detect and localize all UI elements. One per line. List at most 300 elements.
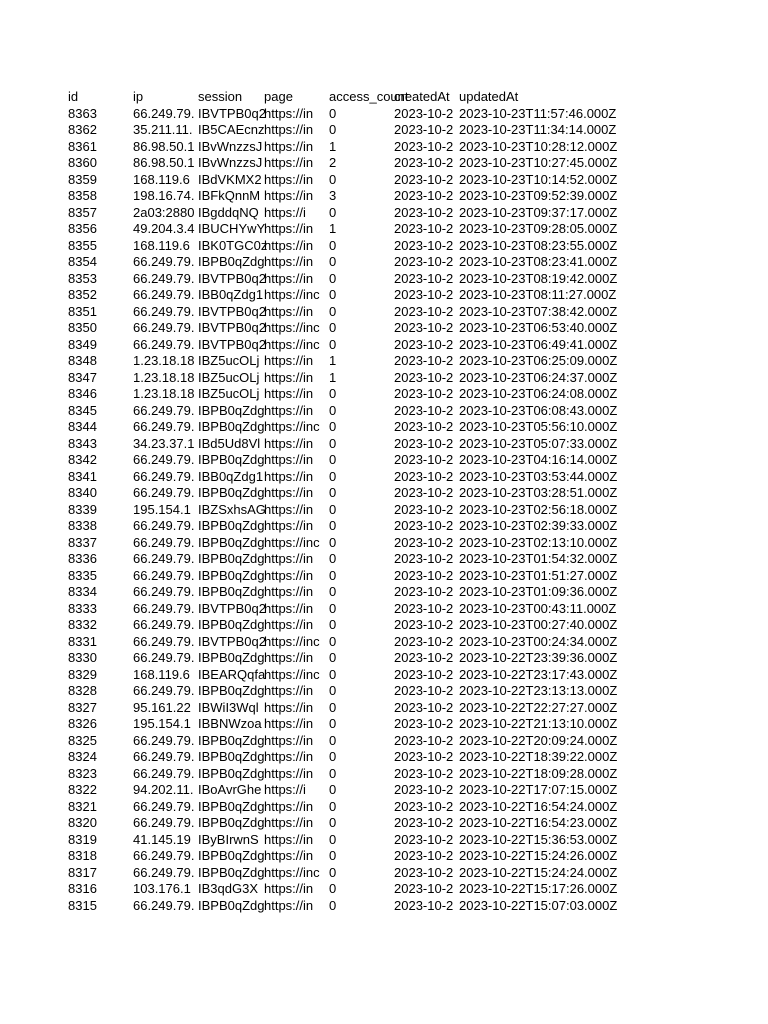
- cell-ip: 66.249.79.: [133, 897, 195, 913]
- column-header-updated-at: updatedAt: [459, 89, 519, 104]
- cell-page: https://in: [264, 749, 314, 764]
- cell-created-at: 2023-10-2: [394, 204, 454, 220]
- cell-id: 8339: [68, 501, 97, 517]
- cell-session: IBVTPB0q2: [198, 320, 266, 335]
- table-row: [0, 700, 768, 717]
- table-row: [0, 683, 768, 700]
- cell-created-at: 2023-10-2: [394, 518, 454, 533]
- cell-created-at: 2023-10-2: [394, 534, 454, 550]
- cell-id: 8359: [68, 171, 97, 187]
- cell-created-at: 2023-10-2: [394, 270, 454, 286]
- table-row: [0, 749, 768, 766]
- cell-id: 8352: [68, 287, 97, 302]
- cell-access-count: 0: [329, 501, 337, 517]
- cell-session: IBEARQqfa: [198, 666, 266, 682]
- cell-id: 8336: [68, 551, 97, 566]
- cell-session: IBPB0qZdg: [198, 402, 265, 418]
- table-row: [0, 535, 768, 552]
- cell-session: IBVTPB0q2: [198, 270, 266, 286]
- cell-created-at: 2023-10-2: [394, 435, 454, 451]
- cell-access-count: 1: [329, 138, 337, 154]
- cell-id: 8328: [68, 683, 97, 698]
- cell-session: IBZ5ucOLj: [198, 386, 260, 401]
- cell-created-at: 2023-10-2: [394, 881, 454, 896]
- cell-id: 8320: [68, 815, 97, 830]
- column-header-session: session: [198, 89, 243, 104]
- header-row: [0, 89, 768, 106]
- cell-created-at: 2023-10-2: [394, 897, 454, 913]
- cell-session: IBBNWzoa: [198, 716, 262, 731]
- cell-ip: 66.249.79.: [133, 402, 195, 418]
- table-row: [0, 337, 768, 354]
- cell-updated-at: 2023-10-23T10:27:45.000Z: [459, 155, 618, 170]
- cell-access-count: 0: [329, 485, 337, 500]
- cell-page: https://in: [264, 501, 314, 517]
- table-row: [0, 155, 768, 172]
- table-row: [0, 502, 768, 519]
- table-row: [0, 287, 768, 304]
- cell-ip: 1.23.18.18: [133, 369, 195, 385]
- cell-ip: 66.249.79.: [133, 815, 195, 830]
- cell-updated-at: 2023-10-23T07:38:42.000Z: [459, 303, 618, 319]
- cell-access-count: 3: [329, 188, 337, 203]
- cell-page: https://in: [264, 122, 314, 137]
- table-row: [0, 304, 768, 321]
- cell-ip: 66.249.79.: [133, 567, 195, 583]
- cell-ip: 66.249.79.: [133, 485, 195, 500]
- cell-page: https://in: [264, 897, 314, 913]
- table-row: [0, 848, 768, 865]
- cell-created-at: 2023-10-2: [394, 155, 454, 170]
- cell-page: https://in: [264, 105, 314, 121]
- cell-id: 8337: [68, 534, 97, 550]
- cell-session: IBPB0qZdg: [198, 798, 265, 814]
- cell-created-at: 2023-10-2: [394, 782, 454, 797]
- cell-created-at: 2023-10-2: [394, 683, 454, 698]
- cell-ip: 168.119.6: [133, 237, 190, 253]
- cell-ip: 66.249.79.: [133, 551, 195, 566]
- cell-updated-at: 2023-10-23T09:37:17.000Z: [459, 204, 618, 220]
- cell-ip: 66.249.79.: [133, 584, 195, 599]
- table-row: [0, 122, 768, 139]
- cell-ip: 66.249.79.: [133, 105, 195, 121]
- cell-page: https://in: [264, 221, 314, 236]
- cell-created-at: 2023-10-2: [394, 567, 454, 583]
- cell-access-count: 0: [329, 419, 337, 434]
- cell-session: IBPB0qZdg: [198, 617, 265, 632]
- cell-created-at: 2023-10-2: [394, 650, 454, 665]
- cell-page: https://in: [264, 237, 314, 253]
- table-row: [0, 188, 768, 205]
- cell-created-at: 2023-10-2: [394, 320, 454, 335]
- cell-created-at: 2023-10-2: [394, 716, 454, 731]
- cell-session: IBPB0qZdg: [198, 650, 265, 665]
- cell-session: IBPB0qZdg: [198, 567, 265, 583]
- cell-session: IBgddqNQ: [198, 204, 259, 220]
- cell-session: IBZ5ucOLj: [198, 353, 260, 368]
- cell-page: https://i: [264, 204, 306, 220]
- cell-updated-at: 2023-10-23T09:28:05.000Z: [459, 221, 618, 236]
- cell-updated-at: 2023-10-22T15:36:53.000Z: [459, 831, 618, 847]
- table-row: [0, 766, 768, 783]
- cell-session: IBZ5ucOLj: [198, 369, 260, 385]
- cell-page: https://in: [264, 765, 314, 781]
- cell-access-count: 0: [329, 336, 337, 352]
- cell-page: https://in: [264, 171, 314, 187]
- cell-id: 8324: [68, 749, 97, 764]
- cell-session: IBPB0qZdg: [198, 897, 265, 913]
- cell-updated-at: 2023-10-23T01:51:27.000Z: [459, 567, 618, 583]
- table-row: [0, 370, 768, 387]
- table-row: [0, 733, 768, 750]
- cell-created-at: 2023-10-2: [394, 864, 454, 880]
- cell-id: 8345: [68, 402, 97, 418]
- cell-updated-at: 2023-10-23T06:08:43.000Z: [459, 402, 618, 418]
- cell-created-at: 2023-10-2: [394, 303, 454, 319]
- cell-updated-at: 2023-10-22T18:09:28.000Z: [459, 765, 618, 781]
- cell-access-count: 0: [329, 270, 337, 286]
- cell-ip: 66.249.79.: [133, 303, 195, 319]
- cell-created-at: 2023-10-2: [394, 468, 454, 484]
- cell-id: 8350: [68, 320, 97, 335]
- cell-access-count: 0: [329, 204, 337, 220]
- cell-session: IBPB0qZdg: [198, 551, 265, 566]
- cell-ip: 49.204.3.4: [133, 221, 195, 236]
- cell-access-count: 0: [329, 732, 337, 748]
- cell-id: 8325: [68, 732, 97, 748]
- table-row: [0, 254, 768, 271]
- cell-session: IBPB0qZdg: [198, 848, 265, 863]
- cell-access-count: 0: [329, 287, 337, 302]
- cell-created-at: 2023-10-2: [394, 336, 454, 352]
- cell-updated-at: 2023-10-23T03:28:51.000Z: [459, 485, 618, 500]
- cell-access-count: 0: [329, 254, 337, 269]
- table-row: [0, 799, 768, 816]
- cell-id: 8327: [68, 699, 97, 715]
- cell-updated-at: 2023-10-23T08:23:41.000Z: [459, 254, 618, 269]
- cell-created-at: 2023-10-2: [394, 831, 454, 847]
- cell-created-at: 2023-10-2: [394, 105, 454, 121]
- cell-page: https://in: [264, 402, 314, 418]
- table-row: [0, 617, 768, 634]
- cell-updated-at: 2023-10-23T02:56:18.000Z: [459, 501, 618, 517]
- cell-ip: 195.154.1: [133, 716, 191, 731]
- cell-ip: 195.154.1: [133, 501, 191, 517]
- cell-session: IBB0qZdg1: [198, 468, 264, 484]
- cell-updated-at: 2023-10-23T00:43:11.000Z: [459, 600, 617, 616]
- cell-id: 8321: [68, 798, 97, 814]
- cell-ip: 34.23.37.1: [133, 435, 195, 451]
- cell-access-count: 1: [329, 221, 337, 236]
- cell-updated-at: 2023-10-23T06:24:37.000Z: [459, 369, 618, 385]
- table-row: [0, 485, 768, 502]
- table-row: [0, 469, 768, 486]
- cell-page: https://in: [264, 584, 314, 599]
- cell-id: 8351: [68, 303, 97, 319]
- cell-page: https://in: [264, 303, 314, 319]
- cell-page: https://in: [264, 831, 314, 847]
- cell-created-at: 2023-10-2: [394, 848, 454, 863]
- cell-session: IBZSxhsAG: [198, 501, 266, 517]
- cell-page: https://in: [264, 600, 314, 616]
- cell-access-count: 0: [329, 848, 337, 863]
- cell-page: https://in: [264, 452, 314, 467]
- cell-access-count: 0: [329, 782, 337, 797]
- cell-session: IBPB0qZdg: [198, 584, 265, 599]
- cell-id: 8348: [68, 353, 97, 368]
- cell-updated-at: 2023-10-23T02:39:33.000Z: [459, 518, 618, 533]
- cell-created-at: 2023-10-2: [394, 402, 454, 418]
- cell-page: https://in: [264, 138, 314, 154]
- table-row: [0, 518, 768, 535]
- cell-id: 8329: [68, 666, 97, 682]
- cell-session: IByBIrwnS: [198, 831, 259, 847]
- cell-session: IBvWnzzsJ: [198, 155, 263, 170]
- table-row: [0, 881, 768, 898]
- cell-access-count: 0: [329, 749, 337, 764]
- table-row: [0, 403, 768, 420]
- cell-session: IBB0qZdg1: [198, 287, 264, 302]
- cell-access-count: 0: [329, 600, 337, 616]
- cell-access-count: 0: [329, 683, 337, 698]
- cell-created-at: 2023-10-2: [394, 171, 454, 187]
- cell-updated-at: 2023-10-23T01:09:36.000Z: [459, 584, 618, 599]
- cell-page: https://in: [264, 435, 314, 451]
- cell-created-at: 2023-10-2: [394, 138, 454, 154]
- cell-ip: 86.98.50.1: [133, 155, 195, 170]
- cell-session: IBPB0qZdg: [198, 683, 265, 698]
- cell-access-count: 0: [329, 320, 337, 335]
- cell-updated-at: 2023-10-22T15:17:26.000Z: [459, 881, 618, 896]
- cell-id: 8363: [68, 105, 97, 121]
- cell-ip: 168.119.6: [133, 171, 190, 187]
- cell-ip: 66.249.79.: [133, 683, 195, 698]
- cell-id: 8319: [68, 831, 97, 847]
- table-row: [0, 551, 768, 568]
- cell-ip: 66.249.79.: [133, 270, 195, 286]
- cell-ip: 66.249.79.: [133, 320, 195, 335]
- cell-created-at: 2023-10-2: [394, 749, 454, 764]
- cell-ip: 1.23.18.18: [133, 353, 195, 368]
- cell-access-count: 0: [329, 584, 337, 599]
- cell-updated-at: 2023-10-22T22:27:27.000Z: [459, 699, 618, 715]
- cell-created-at: 2023-10-2: [394, 666, 454, 682]
- cell-access-count: 1: [329, 353, 337, 368]
- table-row: [0, 386, 768, 403]
- cell-id: 8340: [68, 485, 97, 500]
- table-row: [0, 716, 768, 733]
- cell-session: IBd5Ud8Vl: [198, 435, 261, 451]
- cell-id: 8335: [68, 567, 97, 583]
- cell-created-at: 2023-10-2: [394, 287, 454, 302]
- cell-id: 8346: [68, 386, 97, 401]
- cell-access-count: 0: [329, 815, 337, 830]
- cell-id: 8361: [68, 138, 97, 154]
- cell-updated-at: 2023-10-22T23:17:43.000Z: [459, 666, 618, 682]
- cell-created-at: 2023-10-2: [394, 386, 454, 401]
- cell-session: IBUCHYwY: [198, 221, 266, 236]
- cell-id: 8334: [68, 584, 97, 599]
- cell-access-count: 0: [329, 567, 337, 583]
- cell-updated-at: 2023-10-23T05:56:10.000Z: [459, 419, 618, 434]
- table-row: [0, 782, 768, 799]
- cell-id: 8354: [68, 254, 97, 269]
- cell-created-at: 2023-10-2: [394, 221, 454, 236]
- cell-updated-at: 2023-10-23T06:53:40.000Z: [459, 320, 618, 335]
- cell-page: https://i: [264, 782, 306, 797]
- cell-created-at: 2023-10-2: [394, 237, 454, 253]
- cell-updated-at: 2023-10-23T11:34:14.000Z: [459, 122, 617, 137]
- cell-id: 8360: [68, 155, 97, 170]
- cell-page: https://inc: [264, 287, 320, 302]
- cell-page: https://inc: [264, 419, 320, 434]
- cell-page: https://in: [264, 353, 314, 368]
- cell-updated-at: 2023-10-23T08:23:55.000Z: [459, 237, 618, 253]
- cell-created-at: 2023-10-2: [394, 254, 454, 269]
- table-row: [0, 320, 768, 337]
- table-row: [0, 353, 768, 370]
- cell-ip: 66.249.79.: [133, 468, 195, 484]
- cell-access-count: 0: [329, 897, 337, 913]
- cell-access-count: 1: [329, 369, 337, 385]
- cell-created-at: 2023-10-2: [394, 699, 454, 715]
- cell-ip: 66.249.79.: [133, 617, 195, 632]
- cell-created-at: 2023-10-2: [394, 815, 454, 830]
- cell-created-at: 2023-10-2: [394, 732, 454, 748]
- cell-id: 8316: [68, 881, 97, 896]
- cell-access-count: 0: [329, 881, 337, 896]
- cell-access-count: 2: [329, 155, 337, 170]
- cell-created-at: 2023-10-2: [394, 501, 454, 517]
- cell-access-count: 0: [329, 105, 337, 121]
- cell-created-at: 2023-10-2: [394, 765, 454, 781]
- cell-updated-at: 2023-10-23T10:28:12.000Z: [459, 138, 618, 154]
- cell-id: 8322: [68, 782, 97, 797]
- table-body: [0, 106, 768, 915]
- cell-ip: 66.249.79.: [133, 534, 195, 550]
- cell-session: IBoAvrGhe: [198, 782, 262, 797]
- cell-id: 8356: [68, 221, 97, 236]
- cell-updated-at: 2023-10-23T06:24:08.000Z: [459, 386, 618, 401]
- cell-updated-at: 2023-10-22T15:24:26.000Z: [459, 848, 618, 863]
- cell-ip: 1.23.18.18: [133, 386, 195, 401]
- cell-updated-at: 2023-10-23T10:14:52.000Z: [459, 171, 618, 187]
- cell-id: 8318: [68, 848, 97, 863]
- cell-updated-at: 2023-10-23T00:24:34.000Z: [459, 633, 618, 649]
- cell-created-at: 2023-10-2: [394, 419, 454, 434]
- cell-created-at: 2023-10-2: [394, 633, 454, 649]
- cell-ip: 103.176.1: [133, 881, 191, 896]
- cell-session: IBPB0qZdg: [198, 815, 265, 830]
- column-header-ip: ip: [133, 89, 144, 104]
- cell-updated-at: 2023-10-23T11:57:46.000Z: [459, 105, 617, 121]
- cell-id: 8357: [68, 204, 97, 220]
- cell-page: https://in: [264, 468, 314, 484]
- cell-page: https://inc: [264, 864, 320, 880]
- cell-id: 8355: [68, 237, 97, 253]
- cell-ip: 66.249.79.: [133, 633, 195, 649]
- cell-page: https://inc: [264, 320, 320, 335]
- cell-access-count: 0: [329, 617, 337, 632]
- table-row: [0, 452, 768, 469]
- cell-access-count: 0: [329, 798, 337, 814]
- cell-page: https://in: [264, 815, 314, 830]
- cell-page: https://in: [264, 551, 314, 566]
- table-row: [0, 271, 768, 288]
- cell-ip: 66.249.79.: [133, 336, 195, 352]
- table-row: [0, 601, 768, 618]
- cell-created-at: 2023-10-2: [394, 551, 454, 566]
- cell-ip: 86.98.50.1: [133, 138, 195, 154]
- cell-session: IBFkQnnM: [198, 188, 261, 203]
- cell-id: 8358: [68, 188, 97, 203]
- cell-access-count: 0: [329, 534, 337, 550]
- cell-updated-at: 2023-10-22T16:54:24.000Z: [459, 798, 618, 814]
- cell-id: 8342: [68, 452, 97, 467]
- cell-created-at: 2023-10-2: [394, 584, 454, 599]
- cell-updated-at: 2023-10-22T15:07:03.000Z: [459, 897, 618, 913]
- cell-page: https://in: [264, 683, 314, 698]
- table-row: [0, 106, 768, 123]
- cell-page: https://in: [264, 188, 314, 203]
- cell-updated-at: 2023-10-23T08:19:42.000Z: [459, 270, 618, 286]
- cell-updated-at: 2023-10-23T05:07:33.000Z: [459, 435, 618, 451]
- cell-session: IBVTPB0q2: [198, 633, 266, 649]
- cell-page: https://in: [264, 386, 314, 401]
- cell-access-count: 0: [329, 386, 337, 401]
- cell-page: https://in: [264, 254, 314, 269]
- cell-session: IBPB0qZdg: [198, 254, 265, 269]
- cell-page: https://in: [264, 270, 314, 286]
- cell-access-count: 0: [329, 699, 337, 715]
- cell-created-at: 2023-10-2: [394, 353, 454, 368]
- cell-session: IBPB0qZdg: [198, 765, 265, 781]
- cell-id: 8343: [68, 435, 97, 451]
- cell-ip: 95.161.22: [133, 699, 191, 715]
- cell-page: https://in: [264, 732, 314, 748]
- cell-ip: 66.249.79.: [133, 848, 195, 863]
- cell-ip: 66.249.79.: [133, 864, 195, 880]
- column-header-access-count: access_count: [329, 89, 409, 104]
- cell-id: 8315: [68, 897, 97, 913]
- cell-page: https://in: [264, 485, 314, 500]
- cell-page: https://in: [264, 848, 314, 863]
- cell-ip: 2a03:2880: [133, 204, 195, 220]
- cell-updated-at: 2023-10-23T09:52:39.000Z: [459, 188, 618, 203]
- cell-updated-at: 2023-10-23T04:16:14.000Z: [459, 452, 618, 467]
- cell-access-count: 0: [329, 716, 337, 731]
- cell-page: https://in: [264, 369, 314, 385]
- cell-session: IBPB0qZdg: [198, 419, 265, 434]
- cell-page: https://in: [264, 699, 314, 715]
- cell-access-count: 0: [329, 435, 337, 451]
- cell-page: https://in: [264, 155, 314, 170]
- cell-ip: 66.249.79.: [133, 749, 195, 764]
- cell-session: IBvWnzzsJ: [198, 138, 263, 154]
- cell-ip: 35.211.11.: [133, 122, 193, 137]
- cell-access-count: 0: [329, 666, 337, 682]
- cell-updated-at: 2023-10-23T06:25:09.000Z: [459, 353, 618, 368]
- cell-access-count: 0: [329, 122, 337, 137]
- table-row: [0, 419, 768, 436]
- cell-session: IBVTPB0q2: [198, 303, 266, 319]
- cell-id: 8317: [68, 864, 97, 880]
- cell-created-at: 2023-10-2: [394, 188, 454, 203]
- cell-access-count: 0: [329, 551, 337, 566]
- cell-page: https://inc: [264, 534, 320, 550]
- cell-access-count: 0: [329, 650, 337, 665]
- cell-access-count: 0: [329, 402, 337, 418]
